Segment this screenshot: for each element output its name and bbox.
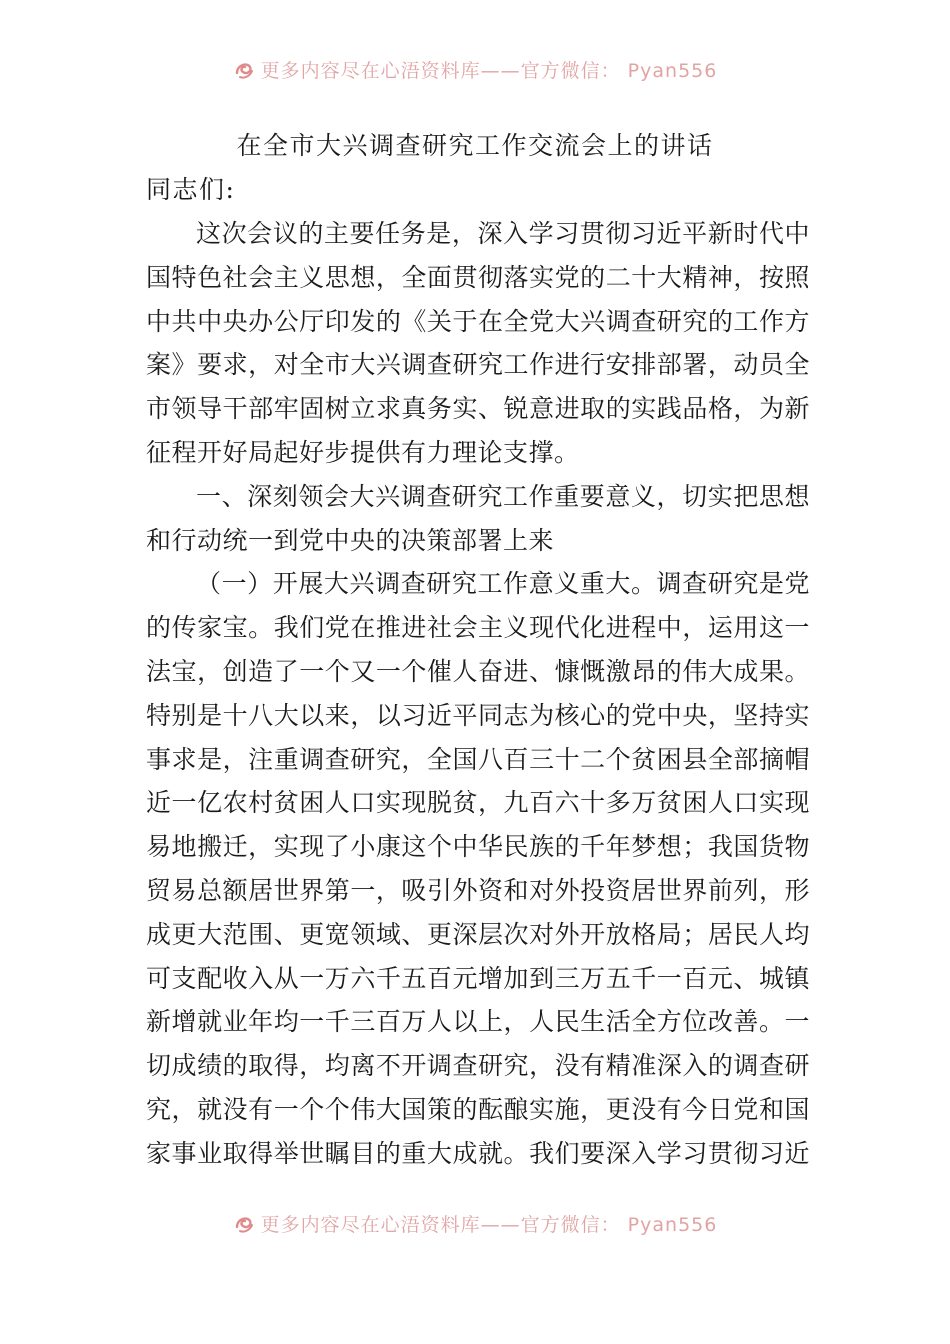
text-line: 家事业取得举世瞩目的重大成就。我们要深入学习贯彻习近: [146, 1138, 810, 1168]
text-line: 成更大范围、更宽领域、更深层次对外开放格局；居民人均: [146, 919, 810, 949]
text-line: 中共中央办公厅印发的《关于在全党大兴调查研究的工作方: [146, 306, 810, 336]
text-line: 的传家宝。我们党在推进社会主义现代化进程中，运用这一: [146, 613, 810, 643]
text-line: 案》要求，对全市大兴调查研究工作进行安排部署，动员全: [146, 350, 810, 380]
swirl-logo-icon: [233, 1212, 255, 1234]
text-line: 易地搬迁，实现了小康这个中华民族的千年梦想；我国货物: [146, 832, 810, 862]
text-line: （一）开展大兴调查研究工作意义重大。调查研究是党: [196, 569, 810, 599]
text-line: 新增就业年均一千三百万人以上，人民生活全方位改善。一: [146, 1007, 810, 1037]
swirl-logo-icon: [233, 58, 255, 80]
text-line: 这次会议的主要任务是，深入学习贯彻习近平新时代中: [196, 219, 810, 248]
watermark-top: [0, 52, 950, 86]
watermark-text: 更多内容尽在心浯资料库——官方微信： Pyan556: [260, 1213, 718, 1236]
text-line: 法宝，创造了一个又一个催人奋进、慷慨激昂的伟大成果。: [146, 656, 810, 686]
watermark-text: 更多内容尽在心浯资料库——官方微信： Pyan556: [260, 59, 718, 82]
text-line: 特别是十八大以来，以习近平同志为核心的党中央，坚持实: [146, 700, 810, 730]
document-title: 在全市大兴调查研究工作交流会上的讲话: [236, 131, 714, 160]
text-line: 征程开好局起好步提供有力理论支撑。: [146, 437, 580, 467]
text-line: 事求是，注重调查研究，全国八百三十二个贫困县全部摘帽: [146, 744, 810, 774]
text-line: 究，就没有一个个伟大国策的酝酿实施，更没有今日党和国: [146, 1094, 810, 1124]
section-heading-line: 和行动统一到党中央的决策部署上来: [146, 525, 555, 555]
text-line: 市领导干部牢固树立求真务实、锐意进取的实践品格，为新: [146, 394, 810, 424]
text-line: 近一亿农村贫困人口实现脱贫，九百六十多万贫困人口实现: [146, 788, 810, 818]
text-line: 贸易总额居世界第一，吸引外资和对外投资居世界前列，形: [146, 875, 810, 905]
salutation: 同志们:: [146, 175, 236, 204]
text-line: 可支配收入从一万六千五百元增加到三万五千一百元、城镇: [146, 963, 810, 993]
text-line: 切成绩的取得，均离不开调查研究，没有精准深入的调查研: [146, 1051, 810, 1081]
document-body: [146, 212, 810, 1176]
watermark-bottom: [0, 1206, 950, 1240]
text-line: 国特色社会主义思想，全面贯彻落实党的二十大精神，按照: [146, 262, 810, 292]
section-heading-line: 一、深刻领会大兴调查研究工作重要意义，切实把思想: [196, 481, 810, 511]
